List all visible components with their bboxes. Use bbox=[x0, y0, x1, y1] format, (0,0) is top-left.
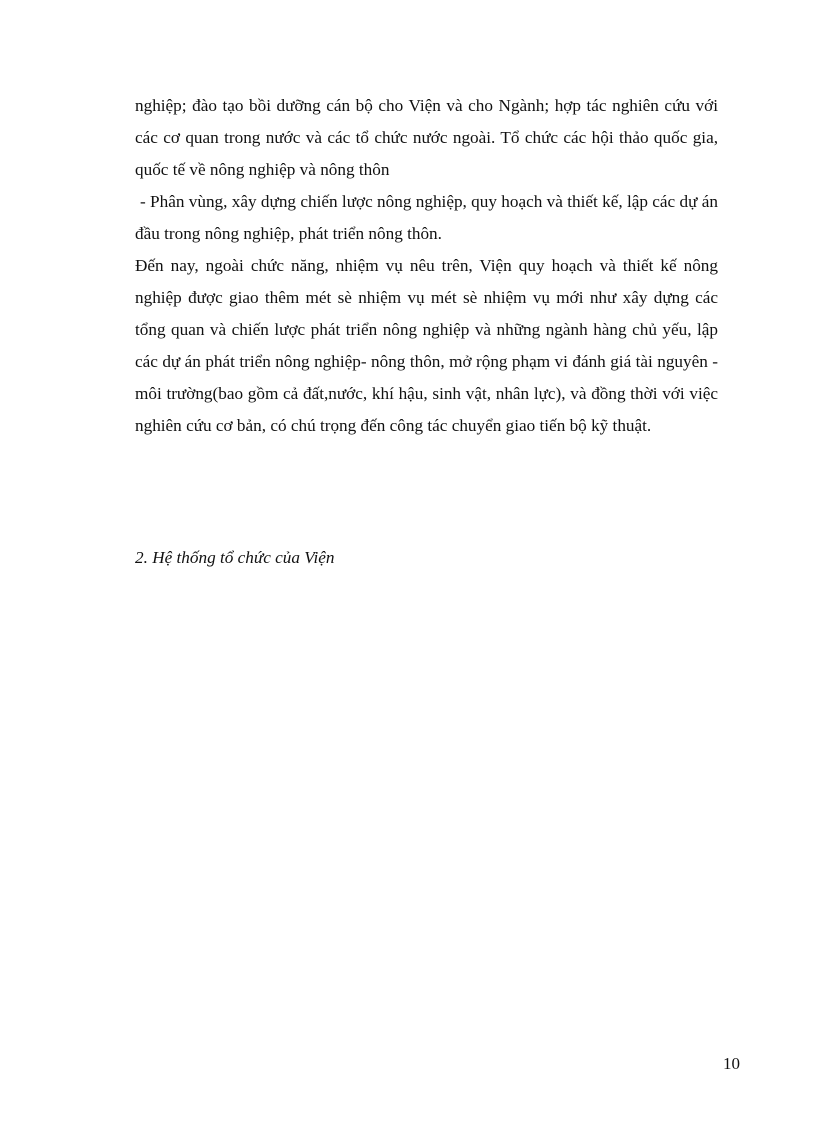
paragraph-bullet: - Phân vùng, xây dựng chiến lược nông nghiệp, quy hoạch và thiết kế, lập các dự án đầu trong nông nghiệp, phát triển nông thôn. bbox=[135, 192, 718, 243]
body-text bbox=[135, 90, 718, 442]
paragraph-continuation: nghiệp; đào tạo bồi dưỡng cán bộ cho Viện và cho Ngành; hợp tác nghiên cứu với các cơ quan trong nước và các tổ chức nước ngoài. Tổ chức các hội thảo quốc gia, quốc tế về nông nghiệp và nông thôn bbox=[135, 96, 718, 179]
paragraph-main: Đến nay, ngoài chức năng, nhiệm vụ nêu trên, Viện quy hoạch và thiết kế nông nghiệp được giao thêm mét sè nhiệm vụ mét sè nhiệm vụ mới như xây dựng các tổng quan và chiến lược phát triển nông nghiệp và những ngành hàng chủ yếu, lập các dự án phát triển nông nghiệp- nông thôn, mở rộng phạm vi đánh giá tài nguyên - môi trường(bao gồm cả đất,nước, khí hậu, sinh vật, nhân lực), và đồng thời với việc nghiên cứu cơ bản, có chú trọng đến công tác chuyển giao tiến bộ kỹ thuật. bbox=[135, 256, 718, 435]
page-number: 10 bbox=[723, 1054, 740, 1073]
section-heading: 2. Hệ thống tổ chức của Viện bbox=[135, 548, 335, 567]
